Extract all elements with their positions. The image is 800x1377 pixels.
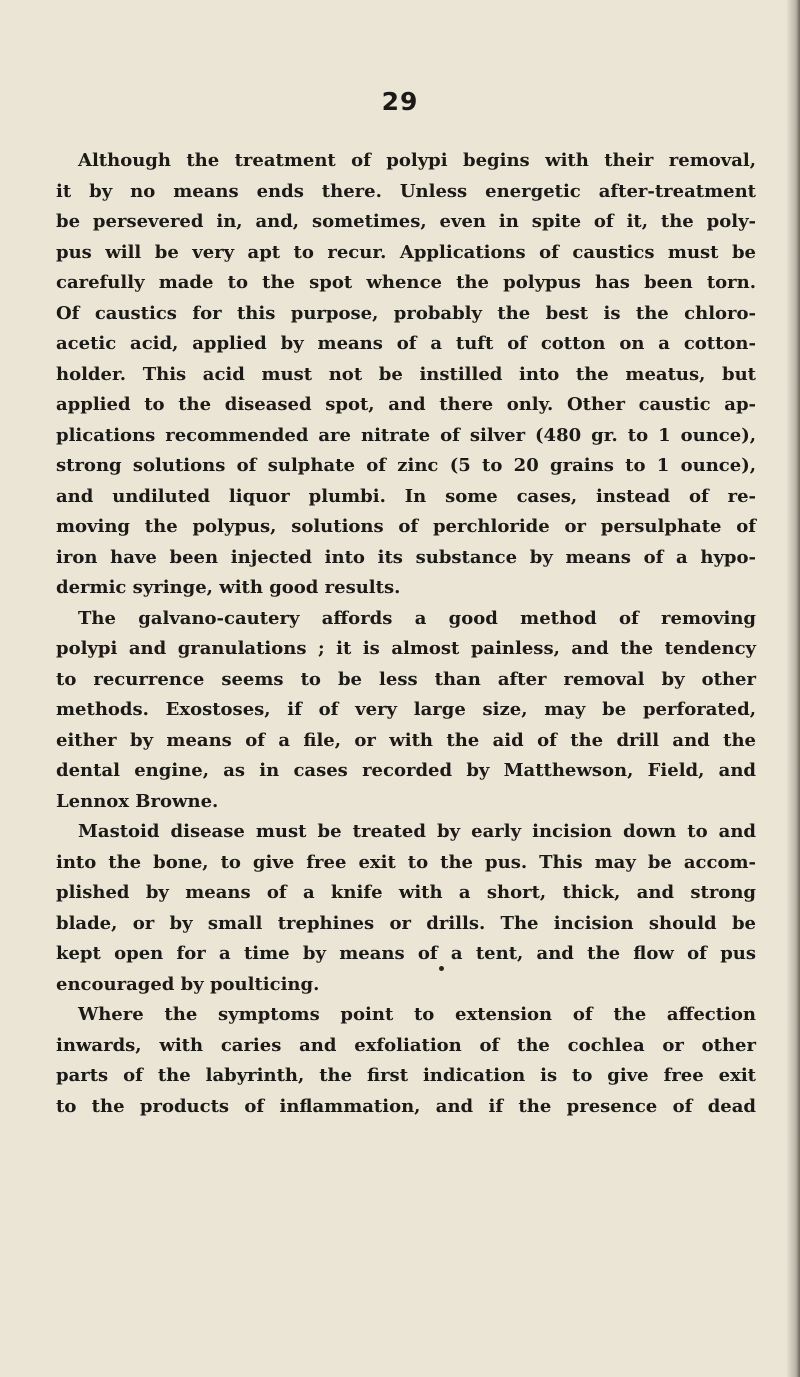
text-line: acetic acid, applied by means of a tuft of cotton on a cotton-: [56, 333, 756, 354]
text-line: encouraged by poulticing.: [56, 973, 320, 995]
text-line: methods. Exostoses, if of very large size, may be perforated,: [56, 699, 756, 720]
text-line: into the bone, to give free exit to the pus. This may be accom-: [56, 851, 756, 873]
text-line: Of caustics for this purpose, probably the best is the chloro-: [56, 302, 756, 324]
text-line: be persevered in, and, sometimes, even in spite of it, the poly-: [56, 211, 756, 232]
text-line: plished by means of a knife with a short, thick, and strong: [56, 882, 756, 903]
text-line: to the products of inflammation, and if the presence of dead: [56, 1095, 756, 1117]
printer-mark: [439, 966, 444, 971]
text-line: Although the treatment of polypi begins with their removal,: [78, 150, 756, 171]
text-line: parts of the labyrinth, the first indication is to give free exit: [56, 1065, 756, 1086]
text-line: inwards, with caries and exfoliation of the cochlea or other: [56, 1034, 756, 1056]
page-number: 29: [381, 87, 419, 116]
text-line: pus will be very apt to recur. Applications of caustics must be: [56, 241, 756, 263]
text-line: kept open for a time by means of a tent, and the flow of pus: [56, 943, 756, 964]
text-line: dental engine, as in cases recorded by Matthewson, Field, and: [56, 760, 756, 781]
text-line: moving the polypus, solutions of perchloride or persulphate of: [56, 516, 756, 537]
text-line: holder. This acid must not be instilled into the meatus, but: [56, 363, 756, 385]
page-edge-shadow: [786, 0, 800, 1377]
text-line: iron have been injected into its substance by means of a hypo-: [56, 546, 756, 568]
text-line: it by no means ends there. Unless energetic after-treatment: [56, 180, 756, 202]
text-line: to recurrence seems to be less than after removal by other: [56, 668, 756, 690]
text-line: applied to the diseased spot, and there only. Other caustic ap-: [56, 394, 756, 415]
text-line: blade, or by small trephines or drills. The incision should be: [56, 912, 756, 934]
text-line: either by means of a file, or with the aid of the drill and the: [56, 729, 756, 751]
text-line: dermic syringe, with good results.: [56, 577, 401, 598]
text-line: plications recommended are nitrate of silver (480 gr. to 1 ounce),: [56, 424, 756, 446]
body-text: [56, 146, 756, 1122]
text-line: and undiluted liquor plumbi. In some cases, instead of re-: [56, 485, 756, 507]
text-line: Where the symptoms point to extension of the affection: [78, 1004, 756, 1025]
text-line: Lennox Browne.: [56, 790, 219, 812]
text-line: polypi and granulations ; it is almost painless, and the tendency: [56, 638, 756, 659]
text-line: strong solutions of sulphate of zinc (5 to 20 grains to 1 ounce),: [56, 455, 756, 476]
text-line: carefully made to the spot whence the polypus has been torn.: [56, 272, 756, 293]
text-line: Mastoid disease must be treated by early incision down to and: [78, 821, 756, 842]
text-line: The galvano-cautery affords a good method of removing: [78, 607, 756, 629]
